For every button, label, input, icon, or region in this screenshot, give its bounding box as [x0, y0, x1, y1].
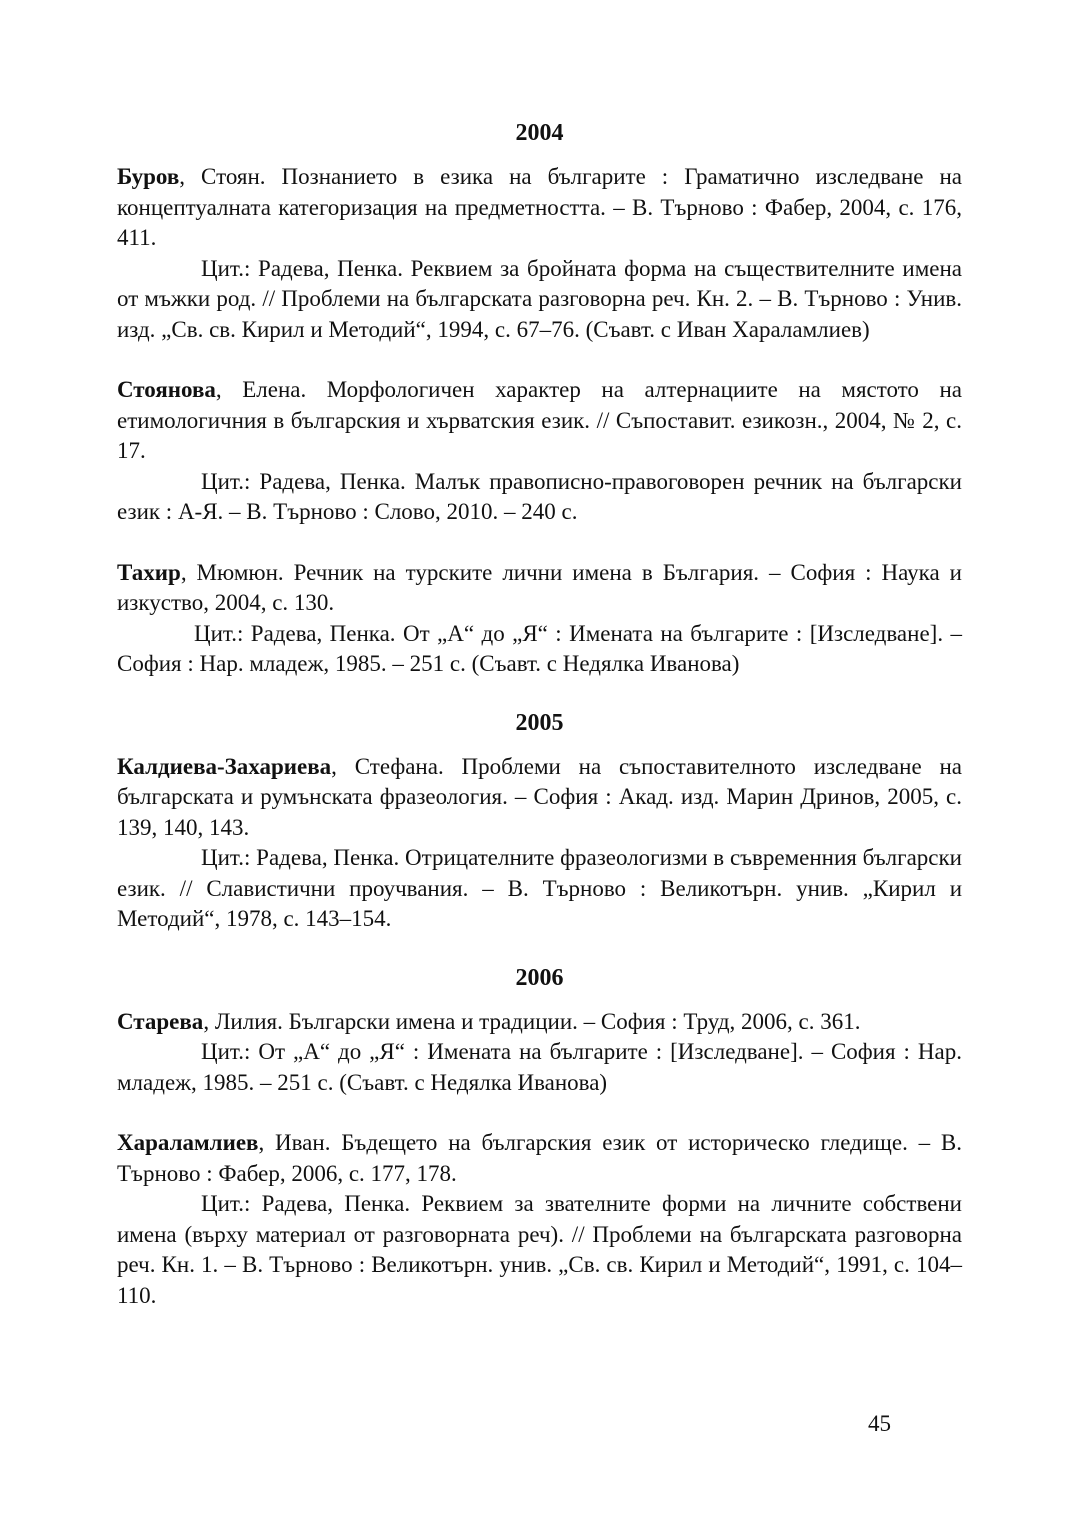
- year-heading: 2004: [515, 120, 564, 146]
- bibliography-page: [117, 118, 962, 1311]
- entry-citation: Цит.: Радева, Пенка. Реквием за звателните форми на личните собствени имена (върху материал от разговорната реч). // Проблеми на българската разговорна реч. Кн. 1. – В. Търново : Великотърн. унив. „Св. св. Кирил и Методий“, 1991, с. 104–110.: [117, 1191, 962, 1308]
- entry-reference: [117, 375, 962, 467]
- entry-reference-text: , Лилия. Български имена и традиции. – София : Труд, 2006, с. 361.: [203, 1008, 861, 1034]
- entry-citation: Цит.: Радева, Пенка. От „А“ до „Я“ : Имената на българите : [Изследване]. – София : Нар. младеж, 1985. – 251 с. (Съавт. с Недялка Иванова): [117, 620, 962, 676]
- entry-reference: [117, 1128, 962, 1189]
- entry-reference-text: , Мюмюн. Речник на турските лични имена в България. – София : Наука и изкуство, 2004, с. 130.: [117, 559, 962, 615]
- entry-reference-text: , Иван. Бъдещето на българския език от историческо гледище. – В. Търново : Фабер, 2006, с. 177, 178.: [117, 1130, 962, 1186]
- entry-citation: Цит.: Радева, Пенка. Реквием за бройната форма на съществителните имена от мъжки род. // Проблеми на българската разговорна реч. Кн. 2. – В. Търново : Унив. изд. „Св. св. Кирил и Методий“, 1994, с. 67–76. (Съавт. с Иван Хараламлиев): [117, 255, 962, 342]
- entry-author: Калдиева-Захариева: [117, 753, 332, 779]
- entry-reference: [117, 1007, 962, 1038]
- entry-citation: Цит.: Радева, Пенка. Малък правописно-правоговорен речник на български език : А-Я. – В. Търново : Слово, 2010. – 240 с.: [117, 468, 962, 524]
- year-heading: 2005: [515, 709, 564, 736]
- year-heading: 2006: [515, 964, 564, 991]
- bibliography-entry: [117, 1128, 962, 1311]
- bibliography-entry: [117, 375, 962, 528]
- entry-citation: Цит.: Радева, Пенка. Отрицателните фразеологизми в съвременния български език. // Славистични проучвания. – В. Търново : Великотърн. унив. „Кирил и Методий“, 1978, с. 143–154.: [117, 845, 962, 931]
- entry-reference: [117, 162, 962, 254]
- entry-author: Старева: [117, 1008, 204, 1034]
- entry-author: Тахир: [117, 559, 181, 585]
- entry-reference-text: , Стоян. Познанието в езика на българите : Граматично изследване на концептуалната категоризация на предметността. – В. Търново : Фабер, 2004, с. 176, 411.: [117, 164, 962, 250]
- entry-author: Хараламлиев: [117, 1130, 259, 1155]
- bibliography-entry: [117, 1007, 962, 1099]
- entry-author: Буров: [117, 164, 180, 189]
- entry-citation: Цит.: От „А“ до „Я“ : Имената на българите : [Изследване]. – София : Нар. младеж, 1985. – 251 с. (Съавт. с Недялка Иванова): [117, 1039, 962, 1095]
- bibliography-entry: [117, 162, 962, 345]
- bibliography-entry: [117, 558, 962, 680]
- entry-author: Стоянова: [117, 377, 216, 402]
- entry-reference: [117, 558, 962, 619]
- entry-reference-text: , Елена. Морфологичен характер на алтернациите на мястото на етимологичния в българския и хърватския език. // Съпоставит. езикозн., 2004, № 2, с. 17.: [117, 377, 962, 463]
- entry-reference-text: , Стефана. Проблеми на съпоставителното изследване на българската и румънската фразеология. – София : Акад. изд. Марин Дринов, 2005, с. 139, 140, 143.: [117, 753, 962, 840]
- entry-reference: [117, 752, 962, 844]
- page-number: 45: [868, 1411, 891, 1436]
- bibliography-entry: [117, 752, 962, 935]
